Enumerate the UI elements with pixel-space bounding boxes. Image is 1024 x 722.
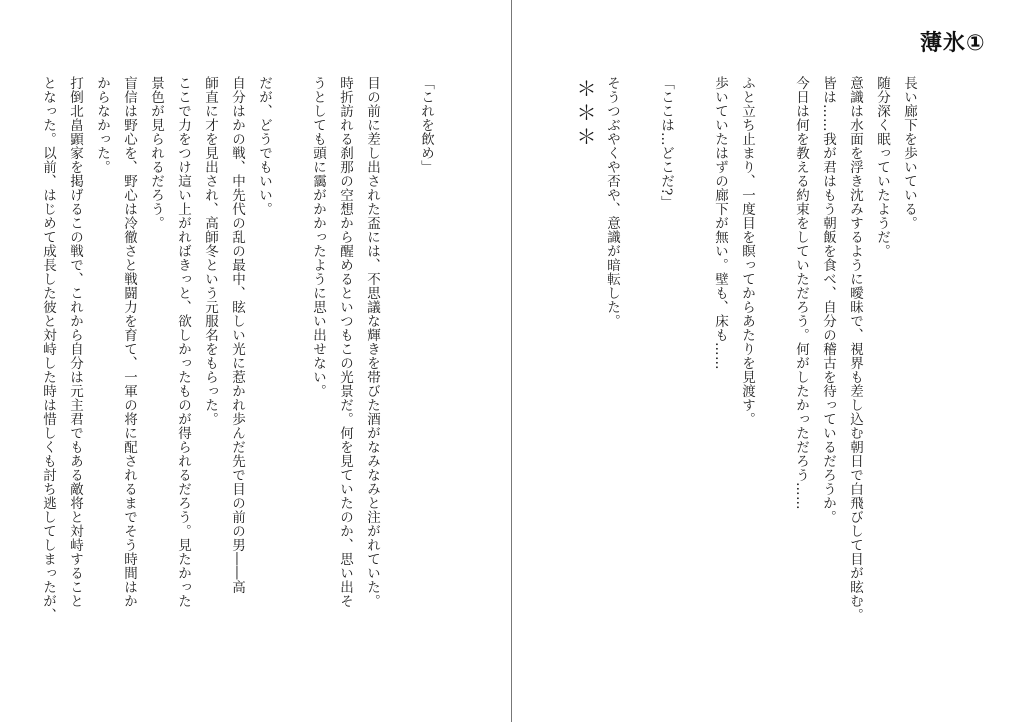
blank-line bbox=[679, 76, 706, 696]
paragraph-line: からなかった。 bbox=[94, 76, 110, 174]
paragraph-line: となった。以前、はじめて成長した彼と対峙した時は惜しくも討ち逃してしまったが、 bbox=[40, 76, 56, 622]
blank-line bbox=[760, 76, 787, 696]
page-gutter-divider bbox=[511, 0, 512, 722]
paragraph-line: ふと立ち止まり、一度目を瞑ってからあたりを見渡す。 bbox=[739, 76, 755, 426]
paragraph-line: 景色が見られるだろう。 bbox=[148, 76, 164, 230]
left-page-text bbox=[40, 76, 466, 696]
paragraph-line: 歩いていたはずの廊下が無い。壁も、床も…… bbox=[712, 76, 728, 370]
paragraph-line: 意識は水面を浮き沈みするように曖昧で、視界も差し込む朝日で白飛びして目が眩む。 bbox=[847, 76, 863, 622]
paragraph-line: そうつぶやくや否や、意識が暗転した。 bbox=[604, 76, 620, 328]
blank-line bbox=[385, 76, 412, 696]
paragraph-line: 長い廊下を歩いている。 bbox=[901, 76, 917, 230]
paragraph-line: ここで力をつけ這い上がればきっと、欲しかったものが得られるだろう。見たかった bbox=[175, 76, 191, 608]
paragraph-line: 皆は……我が君はもう朝飯を食べ、自分の稽古を待っているだろうか。 bbox=[820, 76, 836, 524]
paragraph-line: 随分深く眠っていたようだ。 bbox=[874, 76, 890, 258]
right-page-text bbox=[573, 76, 922, 696]
paragraph-line: うとしても頭に靄がかかったように思い出せない。 bbox=[310, 76, 326, 398]
dialogue-line: 「ここは…どこだ?」 bbox=[658, 76, 674, 210]
blank-line bbox=[439, 76, 466, 696]
scene-break: ＊＊＊ bbox=[573, 78, 597, 150]
paragraph-line: 時折訪れる刹那の空想から醒めるといつもこの光景だ。何を見ていたのか、思い出そ bbox=[337, 76, 353, 608]
paragraph-line: 打倒北畠顕家を掲げるこの戦で、これから自分は元主君でもある敵将と対峙すること bbox=[67, 76, 83, 608]
paragraph-line: 今日は何を教える約束をしていただろう。何がしたかっただろう…… bbox=[793, 76, 809, 510]
paragraph-line: 盲信は野心を、野心は冷徹さと戦闘力を育て、一軍の将に配されるまでそう時間はか bbox=[121, 76, 137, 608]
chapter-title: 薄氷① bbox=[920, 31, 986, 56]
paragraph-line: 目の前に差し出された盃には、不思議な輝きを帯びた酒がなみなみと注がれていた。 bbox=[364, 76, 380, 608]
paragraph-line: 自分はかの戦、中先代の乱の最中、眩しい光に惹かれ歩んだ先で目の前の男――高 bbox=[229, 76, 245, 594]
dialogue-line: 「これを飲め」 bbox=[418, 76, 434, 174]
blank-line bbox=[625, 76, 652, 696]
blank-line bbox=[277, 76, 304, 696]
paragraph-line: だが、どうでもいい。 bbox=[256, 76, 272, 216]
paragraph-line: 師直に才を見出され、高師冬という元服名をもらった。 bbox=[202, 76, 218, 426]
